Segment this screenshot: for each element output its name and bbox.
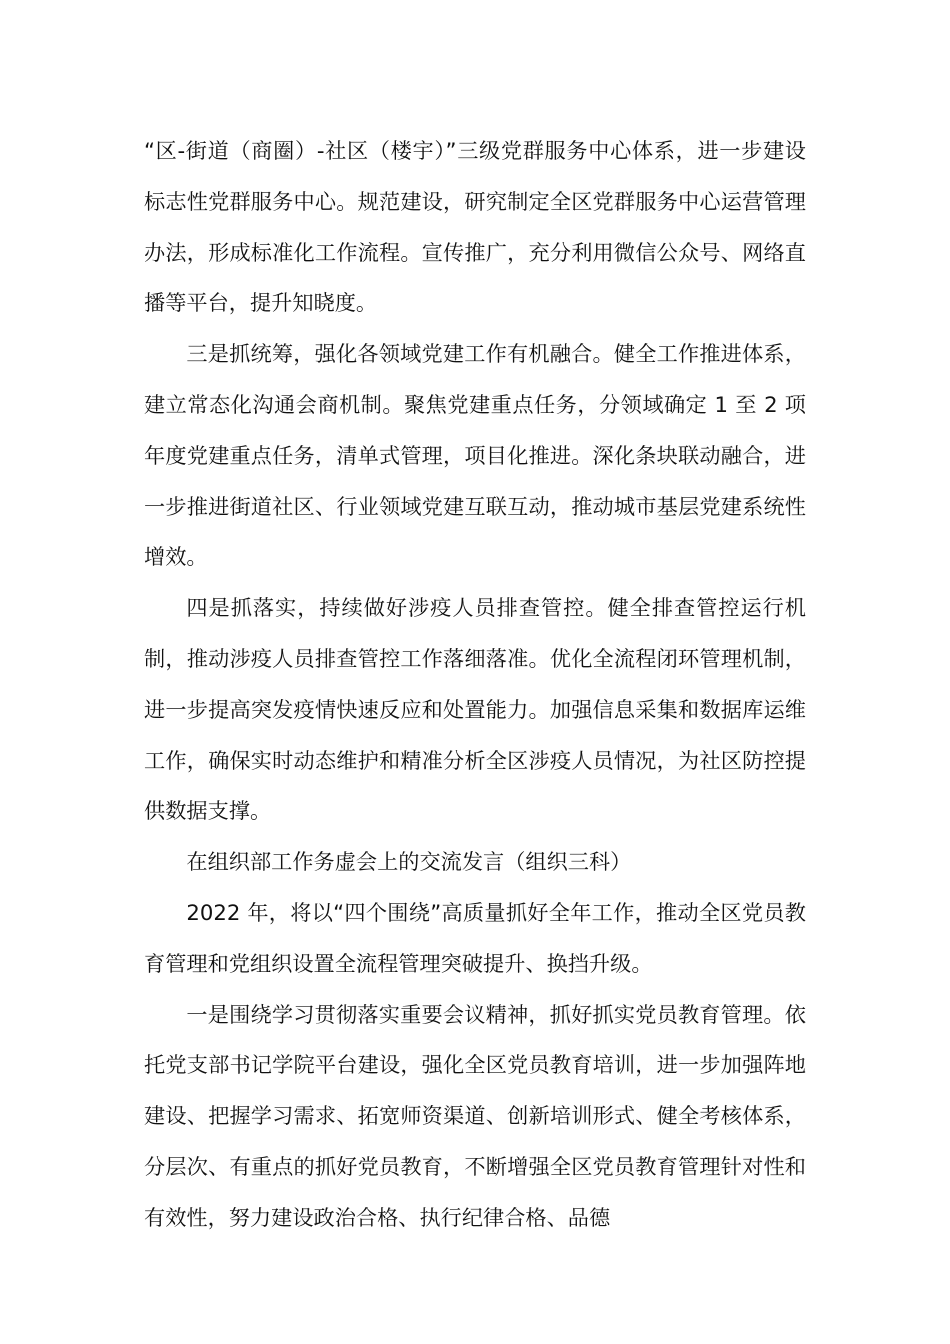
paragraph-point-four: 四是抓落实，持续做好涉疫人员排查管控。健全排查管控运行机制，推动涉疫人员排查管控工作落细落准。优化全流程闭环管理机制，进一步提高突发疫情快速反应和处置能力。加强信息采集和数据库运维工作，确保实时动态维护和精准分析全区涉疫人员情况，为社区防控提供数据支撑。 bbox=[144, 595, 806, 824]
paragraph-continuation: “区-街道（商圈）-社区（楼宇）”三级党群服务中心体系，进一步建设标志性党群服务中心。规范建设，研究制定全区党群服务中心运营管理办法，形成标准化工作流程。宣传推广，充分利用微信公众号、网络直播等平台，提升知晓度。 bbox=[144, 138, 806, 316]
paragraph-point-three: 三是抓统筹，强化各领域党建工作有机融合。健全工作推进体系，建立常态化沟通会商机制。聚焦党建重点任务，分领域确定 1 至 2 项年度党建重点任务，清单式管理，项目化推进。深化条块联动融合，进一步推进街道社区、行业领域党建互联互动，推动城市基层党建系统性增效。 bbox=[144, 341, 806, 570]
paragraph-point-one: 一是围绕学习贯彻落实重要会议精神，抓好抓实党员教育管理。依托党支部书记学院平台建设，强化全区党员教育培训，进一步加强阵地建设、把握学习需求、拓宽师资渠道、创新培训形式、健全考核体系，分层次、有重点的抓好党员教育，不断增强全区党员教育管理针对性和有效性，努力建设政治合格、执行纪律合格、品德 bbox=[144, 1001, 806, 1230]
paragraph-intro-2022: 2022 年，将以“四个围绕”高质量抓好全年工作，推动全区党员教育管理和党组织设置全流程管理突破提升、换挡升级。 bbox=[144, 899, 806, 976]
document-body bbox=[144, 126, 806, 1244]
section-heading: 在组织部工作务虚会上的交流发言（组织三科） bbox=[186, 849, 632, 875]
